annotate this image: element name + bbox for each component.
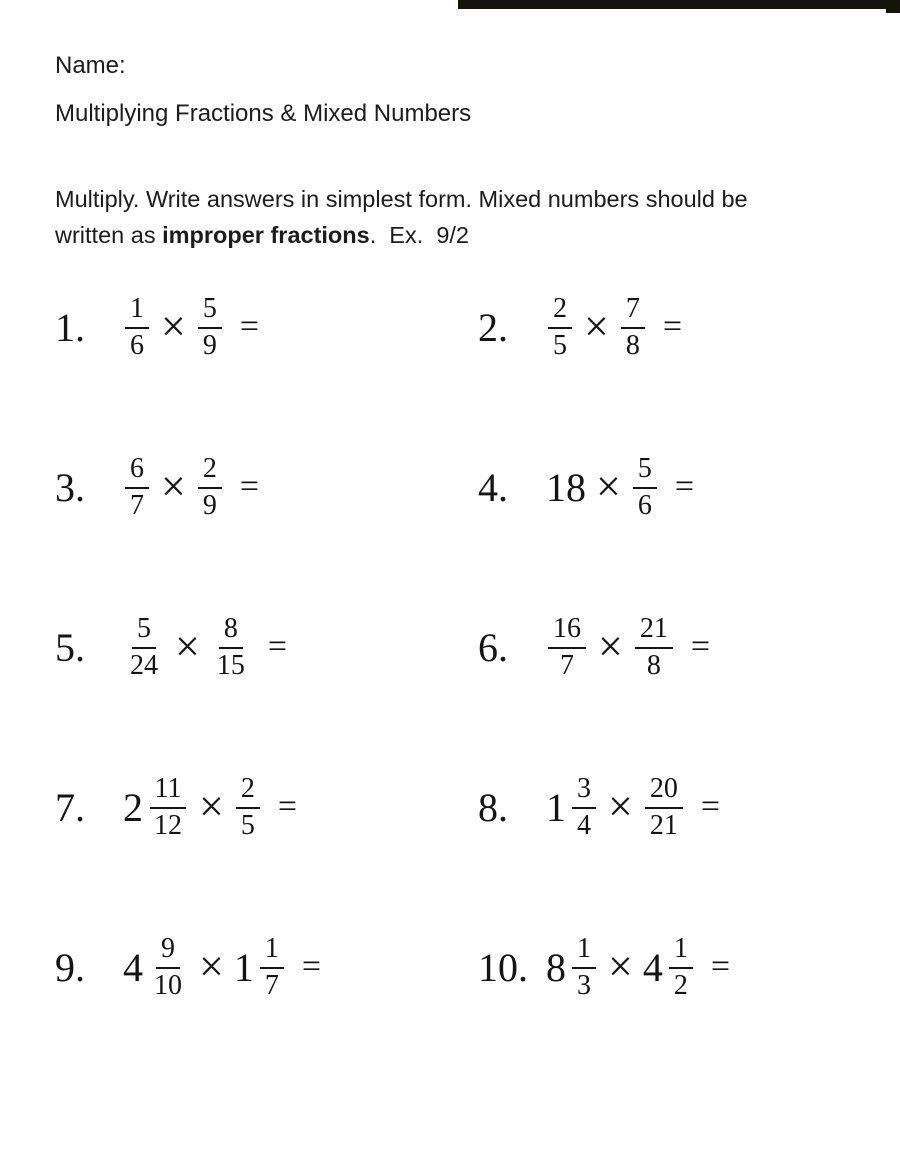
fraction-numerator: 1 (669, 933, 693, 969)
whole-number: 1 (233, 944, 254, 990)
fraction (635, 613, 673, 682)
scan-artifact-strip (458, 0, 900, 9)
fraction (125, 293, 149, 362)
fraction (572, 773, 596, 842)
fraction-denominator: 7 (130, 489, 144, 521)
problem-number: 8. (478, 784, 508, 830)
multiply-sign: × (608, 942, 633, 991)
problems-grid (0, 247, 900, 1047)
equals-sign: = (700, 788, 721, 825)
problem-cell (460, 887, 900, 1047)
problem-6 (478, 613, 710, 682)
problem-number: 10. (478, 944, 528, 990)
fraction-denominator: 5 (240, 809, 255, 841)
fraction-numerator: 6 (125, 453, 149, 489)
equals-sign: = (710, 948, 731, 985)
instructions-line2-prefix: written as (55, 222, 163, 248)
problem-expression (544, 933, 730, 1002)
fraction-denominator: 6 (637, 489, 652, 521)
fraction-numerator: 1 (260, 933, 284, 969)
multiply-sign: × (199, 942, 224, 991)
equals-sign: = (239, 468, 260, 505)
problem-1 (55, 293, 259, 362)
fraction (572, 933, 596, 1002)
multiply-sign: × (199, 782, 224, 831)
problem-number: 4. (478, 464, 508, 510)
problem-7 (55, 773, 297, 842)
problem-number: 2. (478, 304, 508, 350)
problem-cell (460, 727, 900, 887)
page-title: Multiplying Fractions & Mixed Numbers (55, 100, 472, 127)
fraction-denominator: 2 (673, 969, 688, 1001)
problem-cell (0, 887, 460, 1047)
problem-number: 1. (55, 304, 85, 350)
fraction-numerator: 2 (198, 453, 222, 489)
problem-expression (121, 293, 259, 362)
whole-number: 2 (123, 784, 143, 830)
equals-sign: = (301, 948, 322, 985)
fraction-numerator: 1 (572, 933, 596, 969)
problem-9 (55, 933, 321, 1002)
problem-cell (460, 247, 900, 407)
instructions-line2-bold: improper fractions (162, 222, 370, 248)
fraction-denominator: 12 (154, 809, 182, 841)
problem-cell (460, 407, 900, 567)
problem-expression (121, 933, 321, 1002)
equals-sign: = (690, 628, 711, 665)
fraction-numerator: 21 (635, 613, 673, 649)
problem-row (0, 887, 900, 1047)
fraction (621, 293, 645, 362)
problem-number: 6. (478, 624, 508, 670)
problem-expression (121, 773, 297, 842)
whole-number: 4 (642, 944, 663, 990)
fraction (236, 773, 260, 842)
fraction-denominator: 4 (577, 809, 591, 841)
fraction (633, 453, 657, 522)
fraction (125, 613, 163, 682)
name-label: Name: (55, 52, 126, 79)
problem-8 (478, 773, 720, 842)
problem-number: 5. (55, 624, 85, 670)
fraction (125, 453, 149, 522)
fraction-denominator: 9 (202, 329, 217, 361)
fraction-denominator: 21 (649, 809, 678, 841)
problem-number: 7. (55, 784, 85, 830)
fraction-numerator: 2 (548, 293, 572, 329)
fraction-numerator: 11 (150, 773, 187, 809)
problem-cell (460, 567, 900, 727)
problem-3 (55, 453, 259, 522)
whole-number: 8 (546, 944, 566, 990)
problem-expression (121, 613, 287, 682)
fraction-denominator: 24 (130, 649, 158, 681)
problem-cell (0, 727, 460, 887)
problem-5 (55, 613, 287, 682)
whole-number: 18 (546, 464, 586, 510)
fraction-numerator: 16 (548, 613, 586, 649)
equals-sign: = (674, 468, 695, 505)
whole-number: 4 (123, 944, 143, 990)
fraction-denominator: 7 (560, 649, 574, 681)
problem-row (0, 727, 900, 887)
fraction-denominator: 7 (264, 969, 279, 1001)
instructions (55, 181, 815, 253)
problem-cell (0, 407, 460, 567)
multiply-sign: × (161, 302, 186, 351)
problem-row (0, 247, 900, 407)
fraction-numerator: 3 (572, 773, 596, 809)
problem-expression (544, 453, 694, 522)
problem-4 (478, 453, 694, 522)
fraction (669, 933, 693, 1002)
fraction (198, 453, 222, 522)
fraction (212, 613, 250, 682)
problem-10 (478, 933, 730, 1002)
fraction-numerator: 2 (236, 773, 260, 809)
fraction-denominator: 10 (154, 969, 182, 1001)
fraction (548, 613, 586, 682)
problem-cell (0, 567, 460, 727)
problem-cell (0, 247, 460, 407)
equals-sign: = (239, 308, 260, 345)
fraction-numerator: 5 (132, 613, 156, 649)
fraction-numerator: 1 (125, 293, 149, 329)
problem-expression (544, 293, 682, 362)
problem-number: 9. (55, 944, 85, 990)
multiply-sign: × (175, 622, 200, 671)
problem-number: 3. (55, 464, 85, 510)
fraction-denominator: 3 (577, 969, 591, 1001)
fraction-numerator: 7 (621, 293, 645, 329)
problem-row (0, 407, 900, 567)
fraction (198, 293, 222, 362)
fraction-denominator: 6 (130, 329, 144, 361)
fraction-numerator: 5 (633, 453, 657, 489)
fraction (149, 933, 187, 1002)
fraction (149, 773, 187, 842)
instructions-line2-suffix: . Ex. 9/2 (369, 222, 469, 248)
fraction (645, 773, 683, 842)
fraction-numerator: 8 (219, 613, 243, 649)
equals-sign: = (277, 788, 298, 825)
problem-expression (544, 613, 710, 682)
equals-sign: = (267, 628, 288, 665)
fraction (260, 933, 284, 1002)
fraction-denominator: 9 (202, 489, 217, 521)
fraction-denominator: 8 (625, 329, 640, 361)
multiply-sign: × (598, 622, 623, 671)
multiply-sign: × (161, 462, 186, 511)
multiply-sign: × (596, 462, 621, 511)
multiply-sign: × (608, 782, 633, 831)
fraction-numerator: 20 (645, 773, 683, 809)
problem-expression (121, 453, 259, 522)
problem-row (0, 567, 900, 727)
problem-expression (544, 773, 720, 842)
whole-number: 1 (546, 784, 566, 830)
fraction-denominator: 5 (553, 329, 567, 361)
equals-sign: = (662, 308, 683, 345)
problem-2 (478, 293, 682, 362)
fraction-denominator: 15 (216, 649, 245, 681)
fraction-numerator: 9 (156, 933, 180, 969)
instructions-line1: Multiply. Write answers in simplest form. Mixed numbers should be (55, 186, 748, 212)
multiply-sign: × (584, 302, 609, 351)
fraction-numerator: 5 (198, 293, 222, 329)
fraction-denominator: 8 (646, 649, 661, 681)
fraction (548, 293, 572, 362)
